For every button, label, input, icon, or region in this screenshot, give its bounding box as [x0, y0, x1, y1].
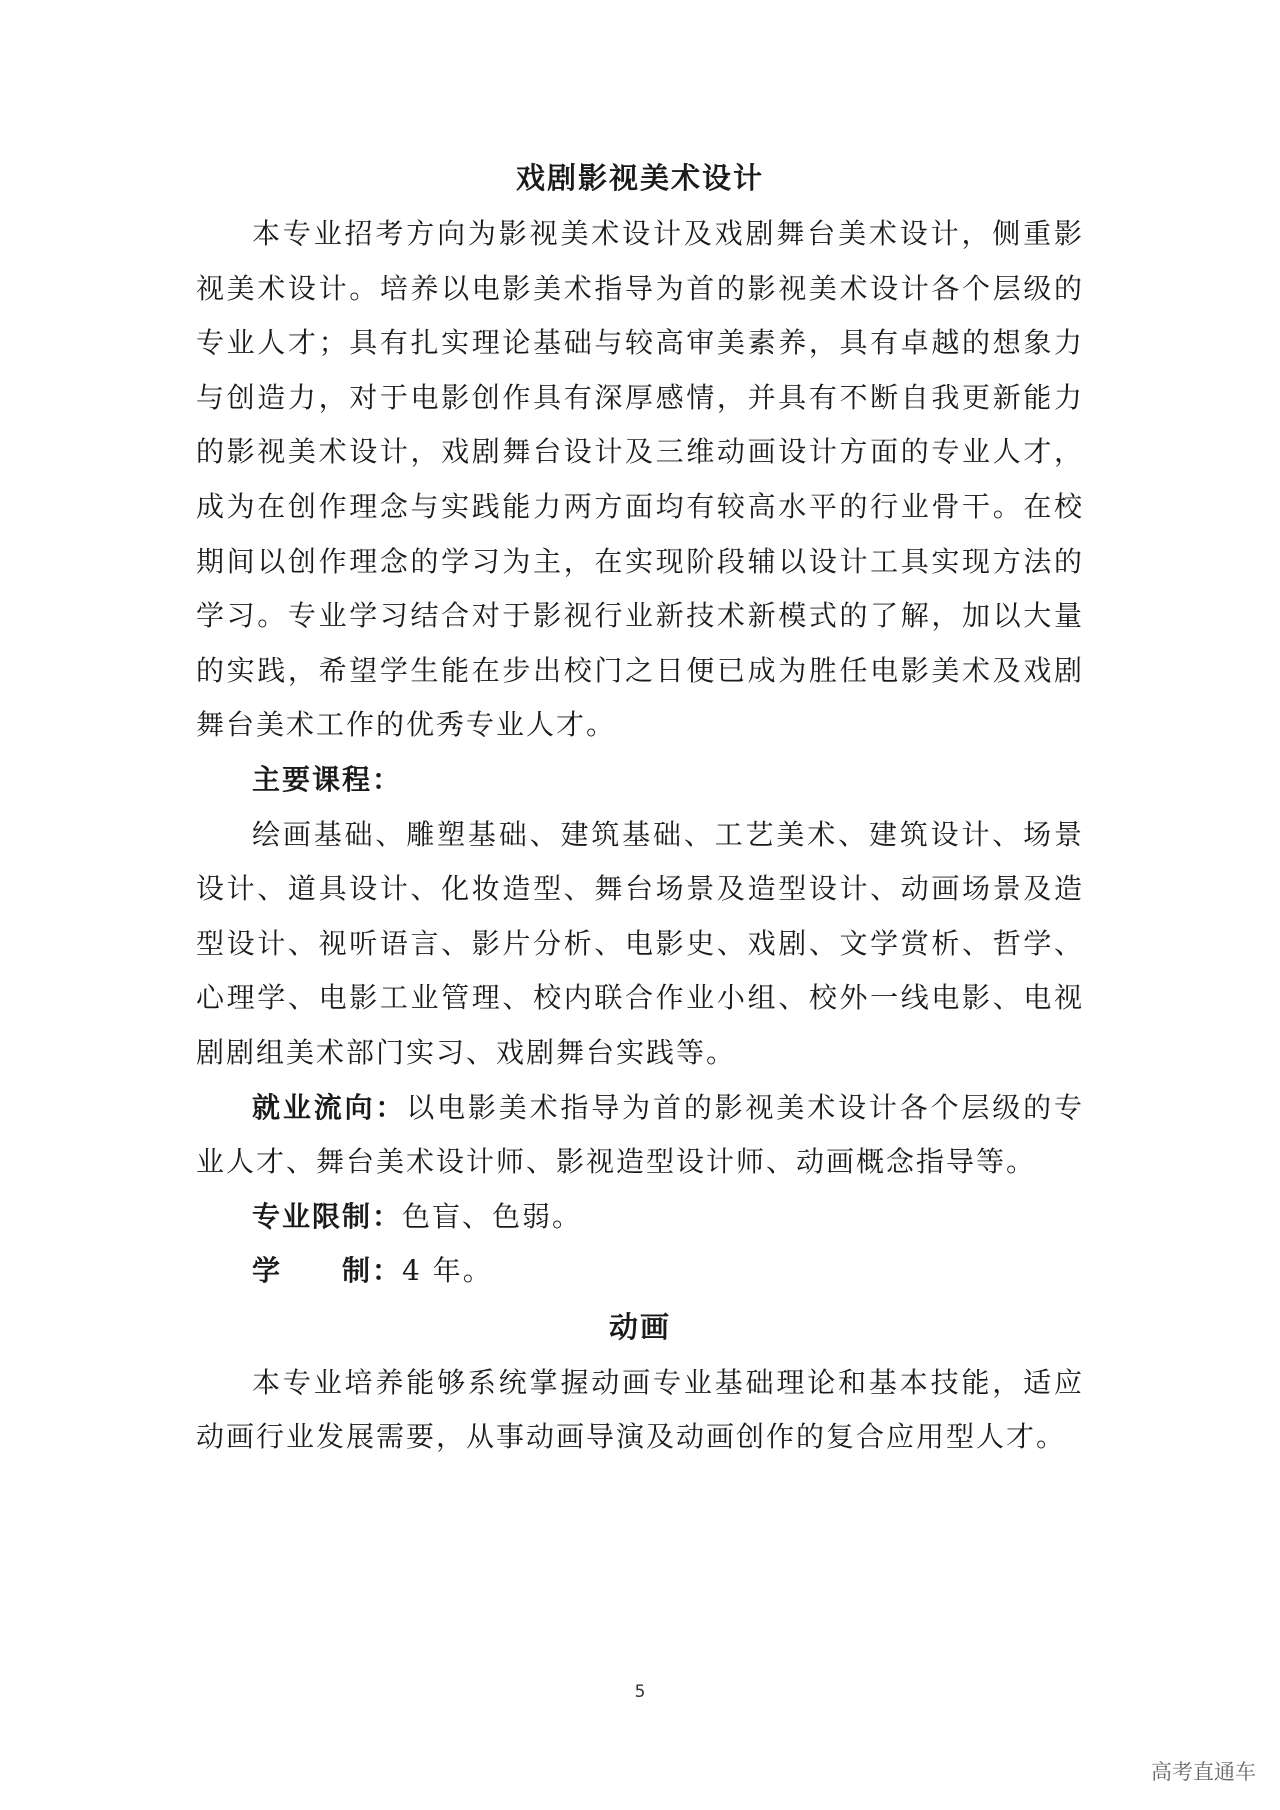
- section-intro-animation: 本专业培养能够系统掌握动画专业基础理论和基本技能，适应动画行业发展需要，从事动画导演及动画创作的复合应用型人才。: [196, 1365, 1084, 1454]
- section-title-animation: 动画: [608, 1309, 671, 1344]
- section-intro-drama-film-art-design: 本专业招考方向为影视美术设计及戏剧舞台美术设计，侧重影视美术设计。培养以电影美术指导为首的影视美术设计各个层级的专业人才；具有扎实理论基础与较高审美素养，具有卓越的想象力与创造力，对于电影创作具有深厚感情，并具有不断自我更新能力的影视美术设计，戏剧舞台设计及三维动画设计方面的专业人才，成为在创作理念与实践能力两方面均有较高水平的行业骨干。在校期间以创作理念的学习为主，在实现阶段辅以设计工具实现方法的学习。专业学习结合对于影视行业新技术新模式的了解，加以大量的实践，希望学生能在步出校门之日便已成为胜任电影美术及戏剧舞台美术工作的优秀专业人才。: [196, 217, 1084, 742]
- duration-paragraph: [196, 1244, 1084, 1299]
- restriction-paragraph: [196, 1190, 1084, 1245]
- duration-label: 学 制：: [252, 1254, 403, 1288]
- document-page: [196, 150, 1084, 1465]
- courses-heading: [196, 753, 1084, 808]
- courses-list: 绘画基础、雕塑基础、建筑基础、工艺美术、建筑设计、场景设计、道具设计、化妆造型、舞台场景及造型设计、动画场景及造型设计、视听语言、影片分析、电影史、戏剧、文学赏析、哲学、心理学、电影工业管理、校内联合作业小组、校外一线电影、电视剧剧组美术部门实习、戏剧舞台实践等。: [196, 817, 1084, 1069]
- page-number: 5: [634, 1682, 646, 1702]
- employment-text: 以电影美术指导为首的影视美术设计各个层级的专业人才、舞台美术设计师、影视造型设计师、动画概念指导等。: [196, 1090, 1084, 1179]
- restriction-text: 色盲、色弱。: [402, 1199, 583, 1233]
- duration-text: 4 年。: [402, 1254, 493, 1288]
- employment-paragraph: [196, 1081, 1084, 1190]
- employment-label: 就业流向：: [252, 1090, 407, 1124]
- section-title-drama-film-art-design: 戏剧影视美术设计: [515, 161, 764, 195]
- courses-label: 主要课程：: [252, 762, 403, 796]
- watermark-text: 高考直通车: [1151, 1760, 1256, 1784]
- restriction-label: 专业限制：: [252, 1199, 403, 1233]
